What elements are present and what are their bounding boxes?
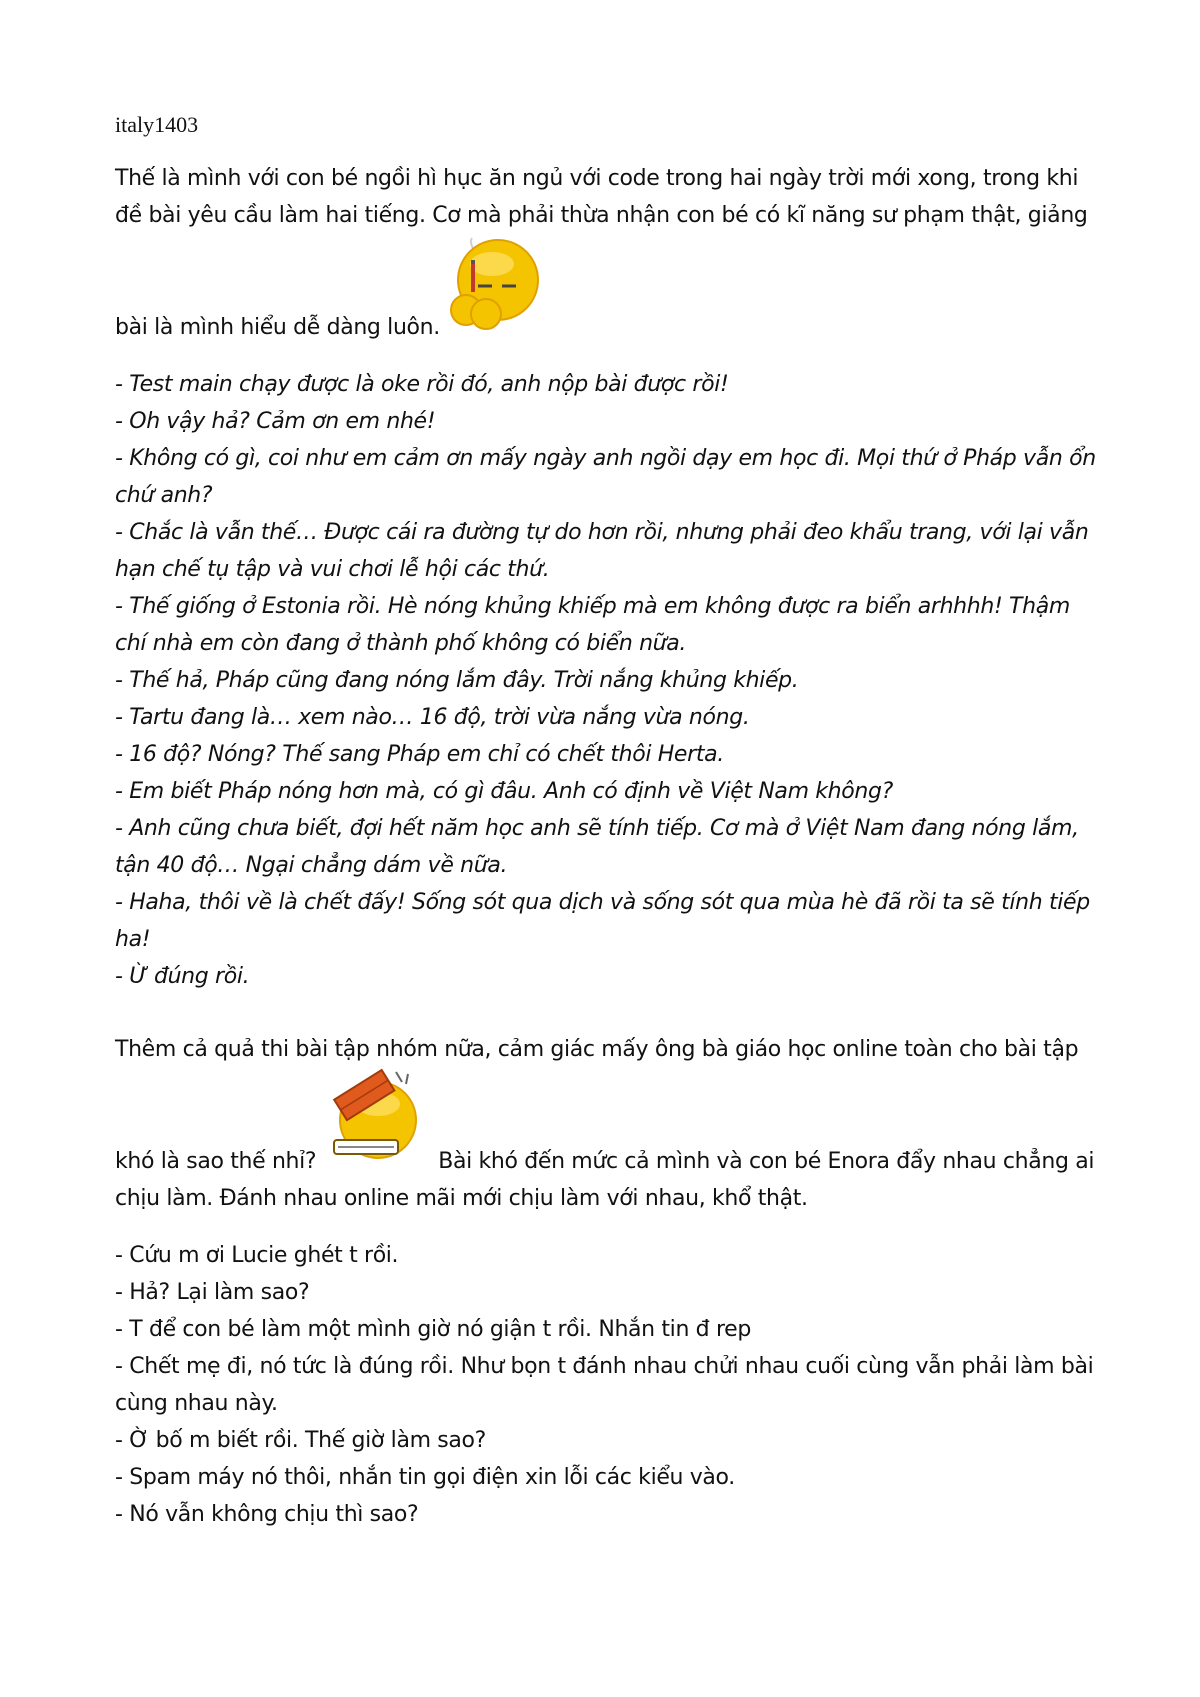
- dialogue-line: - Nó vẫn không chịu thì sao?: [115, 1502, 419, 1527]
- dialogue-line: - Hả? Lại làm sao?: [115, 1280, 310, 1305]
- dialogue-line: - Chết mẹ đi, nó tức là đúng rồi. Như bọn t đánh nhau chửi nhau cuối cùng vẫn phải làm bài cùng nhau này.: [115, 1354, 1094, 1416]
- smoking-sleepy-emoticon-icon: [444, 234, 544, 334]
- dialogue-line: - Haha, thôi về là chết đấy! Sống sót qua dịch và sống sót qua mùa hè đã rồi ta sẽ tính tiếp ha!: [115, 890, 1090, 952]
- dialogue-line: - Thế hả, Pháp cũng đang nóng lắm đây. Trời nắng khủng khiếp.: [115, 668, 799, 693]
- dialogue-line: - Spam máy nó thôi, nhắn tin gọi điện xin lỗi các kiểu vào.: [115, 1465, 735, 1490]
- dialogue-line: - Cứu m ơi Lucie ghét t rồi.: [115, 1243, 399, 1268]
- dialogue-section-1: [115, 366, 1100, 995]
- dialogue-line: - Anh cũng chưa biết, đợi hết năm học anh sẽ tính tiếp. Cơ mà ở Việt Nam đang nóng lắm, tận 40 độ… Ngại chẳng dám về nữa.: [115, 816, 1079, 878]
- dialogue-line: - Test main chạy được là oke rồi đó, anh nộp bài được rồi!: [115, 372, 729, 397]
- second-paragraph: [115, 1031, 1100, 1217]
- author-name: italy1403: [115, 112, 199, 137]
- dialogue-line: - Không có gì, coi như em cảm ơn mấy ngày anh ngồi dạy em học đi. Mọi thứ ở Pháp vẫn ổn chứ anh?: [115, 446, 1096, 508]
- intro-paragraph: [115, 160, 1100, 346]
- dialogue-line: - Ừ đúng rồi.: [115, 964, 250, 989]
- dialogue-line: - Em biết Pháp nóng hơn mà, có gì đâu. Anh có định về Việt Nam không?: [115, 779, 893, 804]
- intro-text: Thế là mình với con bé ngồi hì hục ăn ngủ với code trong hai ngày trời mới xong, trong khi đề bài yêu cầu làm hai tiếng. Cơ mà phải thừa nhận con bé có kĩ năng sư phạm thật, giảng bài là mình hiểu dễ dàng luôn.: [115, 166, 1088, 340]
- dialogue-line: - T để con bé làm một mình giờ nó giận t rồi. Nhắn tin đ rep: [115, 1317, 751, 1342]
- dialogue-line: - 16 độ? Nóng? Thế sang Pháp em chỉ có chết thôi Herta.: [115, 742, 724, 767]
- document-content: [115, 110, 1100, 1569]
- dialogue-line: - Thế giống ở Estonia rồi. Hè nóng khủng khiếp mà em không được ra biển arhhhh! Thậm chí nhà em còn đang ở thành phố không có biển nữa.: [115, 594, 1070, 656]
- brick-on-head-emoticon-icon: [326, 1068, 426, 1168]
- dialogue-line: - Ờ bố m biết rồi. Thế giờ làm sao?: [115, 1428, 486, 1453]
- dialogue-line: - Tartu đang là… xem nào… 16 độ, trời vừa nắng vừa nóng.: [115, 705, 750, 730]
- dialogue-line: - Chắc là vẫn thế… Được cái ra đường tự do hơn rồi, nhưng phải đeo khẩu trang, với lại vẫn hạn chế tụ tập và vui chơi lễ hội các thứ.: [115, 520, 1089, 582]
- dialogue-section-2: [115, 1237, 1100, 1533]
- dialogue-line: - Oh vậy hả? Cảm ơn em nhé!: [115, 409, 436, 434]
- para2-text-after: Bài khó đến mức cả mình và con bé Enora đẩy nhau chẳng ai chịu làm. Đánh nhau online mãi mới chịu làm với nhau, khổ thật.: [115, 1149, 1095, 1211]
- para2-text-before: Thêm cả quả thi bài tập nhóm nữa, cảm giác mấy ông bà giáo học online toàn cho bài tập khó là sao thế nhỉ?: [115, 1037, 1079, 1174]
